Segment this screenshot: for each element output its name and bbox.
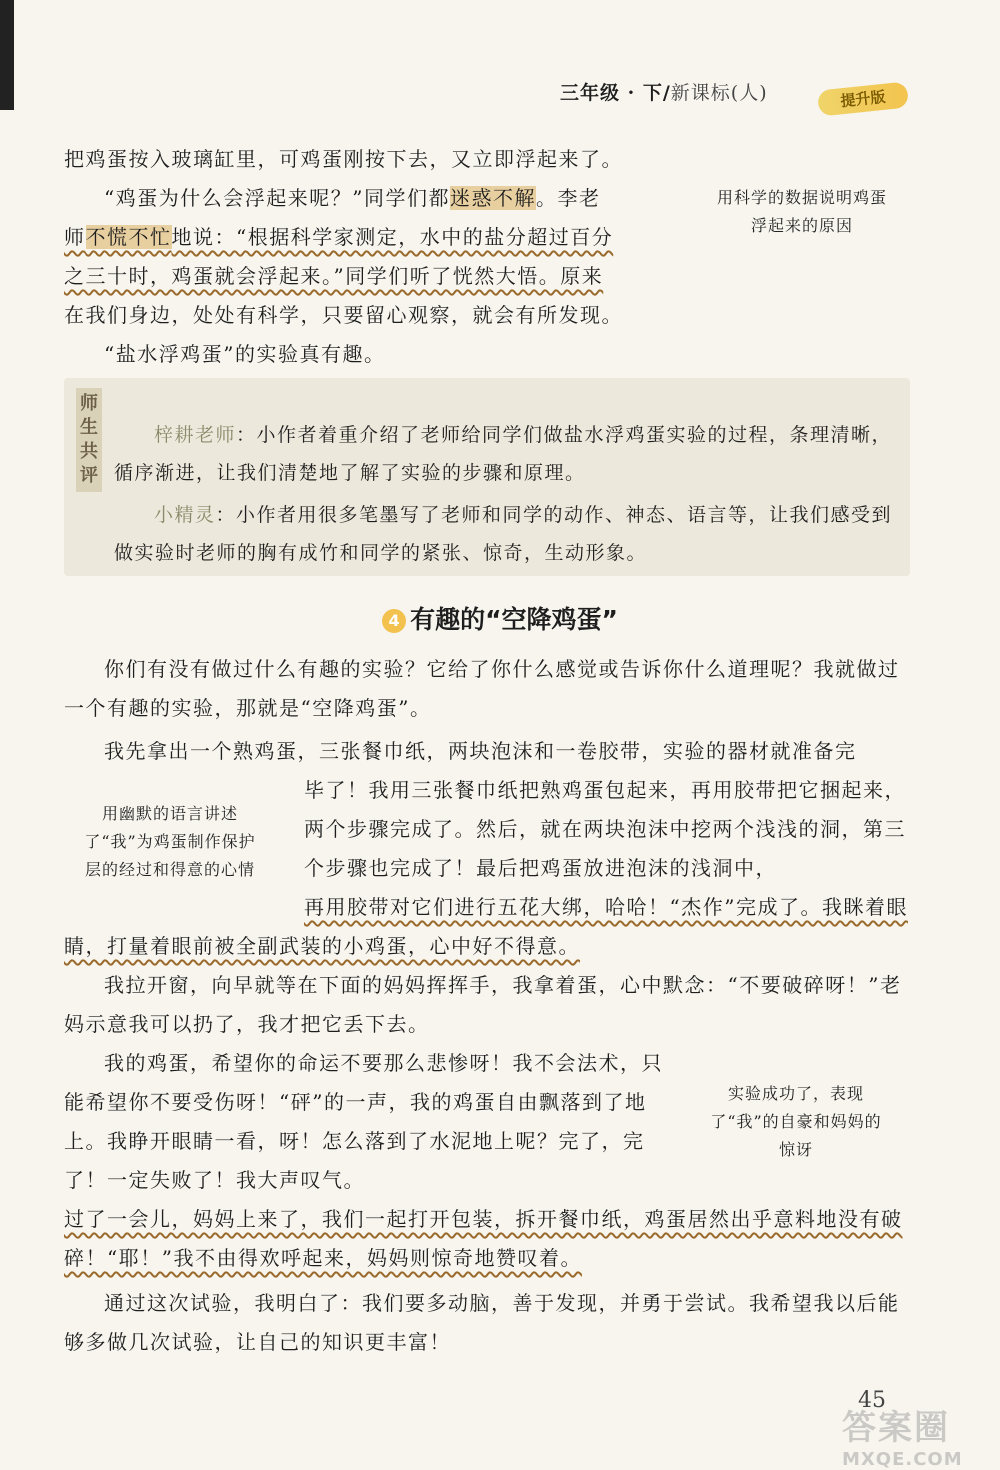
paragraph-3: 我拉开窗，向早就等在下面的妈妈挥挥手，我拿着蛋，心中默念：“不要破碎呀！”老妈示意我可以扔了，我才把它丢下去。 — [64, 973, 902, 1036]
watermark-url: MXQE.COM — [842, 1449, 963, 1470]
essay3-line: 把鸡蛋按入玻璃缸里，可鸡蛋刚按下去，又立即浮起来了。 — [64, 147, 623, 171]
paragraph-2-body: 毕了！我用三张餐巾纸把熟鸡蛋包起来，再用胶带把它捆起来，两个步骤完成了。然后，就在两块泡沫中挖两个浅浅的洞，第三个步骤也完成了！最后把鸡蛋放进泡沫的浅洞中， — [304, 778, 906, 880]
edition-badge: 提升版 — [817, 81, 909, 116]
highlight: 迷惑不解 — [449, 186, 536, 210]
grade-label: 三年级 · 下/ — [560, 82, 671, 104]
intro-paragraph: 你们有没有做过什么有趣的实验？它给了你什么感觉或告诉你什么道理呢？我就做过一个有趣的实验，那就是“空降鸡蛋”。 — [64, 657, 900, 720]
essay3-line: 在我们身边，处处有科学，只要留心观察，就会有所发现。 — [64, 303, 623, 327]
section-number-badge: 4 — [382, 609, 406, 633]
review-tag: 师生共评 — [76, 388, 102, 492]
margin-note: 用幽默的语言讲述了“我”为鸡蛋制作保护层的经过和得意的心情 — [84, 804, 256, 879]
section-title-text: 有趣的“空降鸡蛋” — [410, 605, 618, 634]
text-run: 地说：“根据科学家测定，水中的盐分超过百分 — [171, 225, 614, 249]
paragraph-2-wavy: 再用胶带对它们进行五花大绑，哈哈！“杰作”完成了。我眯着眼睛，打量着眼前被全副武装的小鸡蛋，心中好不得意。 — [64, 895, 908, 958]
margin-note: 实验成功了，表现了“我”的自豪和妈妈的惊讶 — [710, 1084, 882, 1159]
paragraph-4: 我的鸡蛋，希望你的命运不要那么悲惨呀！我不会法术，只能希望你不要受伤呀！“砰”的一声，我的鸡蛋自由飘落到了地上。我睁开眼睛一看，呀！怎么落到了水泥地上呢？完了，完了！一定失败了！我大声叹气。 — [64, 1051, 663, 1192]
text-run: 师 — [64, 225, 86, 249]
binding-mark — [0, 0, 14, 110]
paragraph-2-line1: 我先拿出一个熟鸡蛋，三张餐巾纸，两块泡沫和一卷胶带，实验的器材就准备完 — [104, 739, 857, 763]
essay3-line — [64, 179, 684, 218]
text-run: “鸡蛋为什么会浮起来呢？”同学们都 — [104, 186, 450, 210]
reviewer-name: 梓耕老师 — [154, 424, 237, 446]
text-run: 。李老 — [535, 186, 601, 210]
paragraph-4-wavy: 过了一会儿，妈妈上来了，我们一起打开包装，拆开餐巾纸，鸡蛋居然出乎意料地没有破碎！“耶！”我不由得欢呼起来，妈妈则惊奇地赞叹着。 — [64, 1207, 903, 1270]
review-comment: ：小作者用很多笔墨写了老师和同学的动作、神态、语言等，让我们感受到做实验时老师的胸有成竹和同学的紧张、惊奇，生动形象。 — [114, 504, 893, 564]
highlight: 不慌不忙 — [85, 225, 172, 249]
margin-note: 用科学的数据说明鸡蛋浮起来的原因 — [716, 188, 887, 235]
watermark-logo: 答案圈 — [842, 1408, 950, 1448]
page-header — [560, 78, 768, 105]
review-comment: ：小作者着重介绍了老师给同学们做盐水浮鸡蛋实验的过程，条理清晰，循序渐进，让我们清楚地了解了实验的步骤和原理。 — [114, 424, 893, 484]
essay3-text — [64, 140, 684, 374]
essay3-line: 之三十时，鸡蛋就会浮起来。”同学们听了恍然大悟。原来 — [64, 264, 604, 288]
series-label: 新课标(人) — [670, 82, 768, 104]
sprite-review — [114, 496, 904, 572]
paragraph-5: 通过这次试验，我明白了：我们要多动脑，善于发现，并勇于尝试。我希望我以后能够多做几次试验，让自己的知识更丰富！ — [64, 1291, 900, 1354]
essay3-line — [64, 218, 684, 257]
review-text — [114, 416, 904, 572]
page-number: 45 — [858, 1388, 886, 1413]
teacher-review — [114, 416, 904, 492]
essay3-line: “盐水浮鸡蛋”的实验真有趣。 — [104, 342, 386, 366]
section-title — [0, 600, 1000, 636]
watermark — [842, 1400, 963, 1470]
reviewer-name: 小精灵 — [154, 504, 216, 526]
